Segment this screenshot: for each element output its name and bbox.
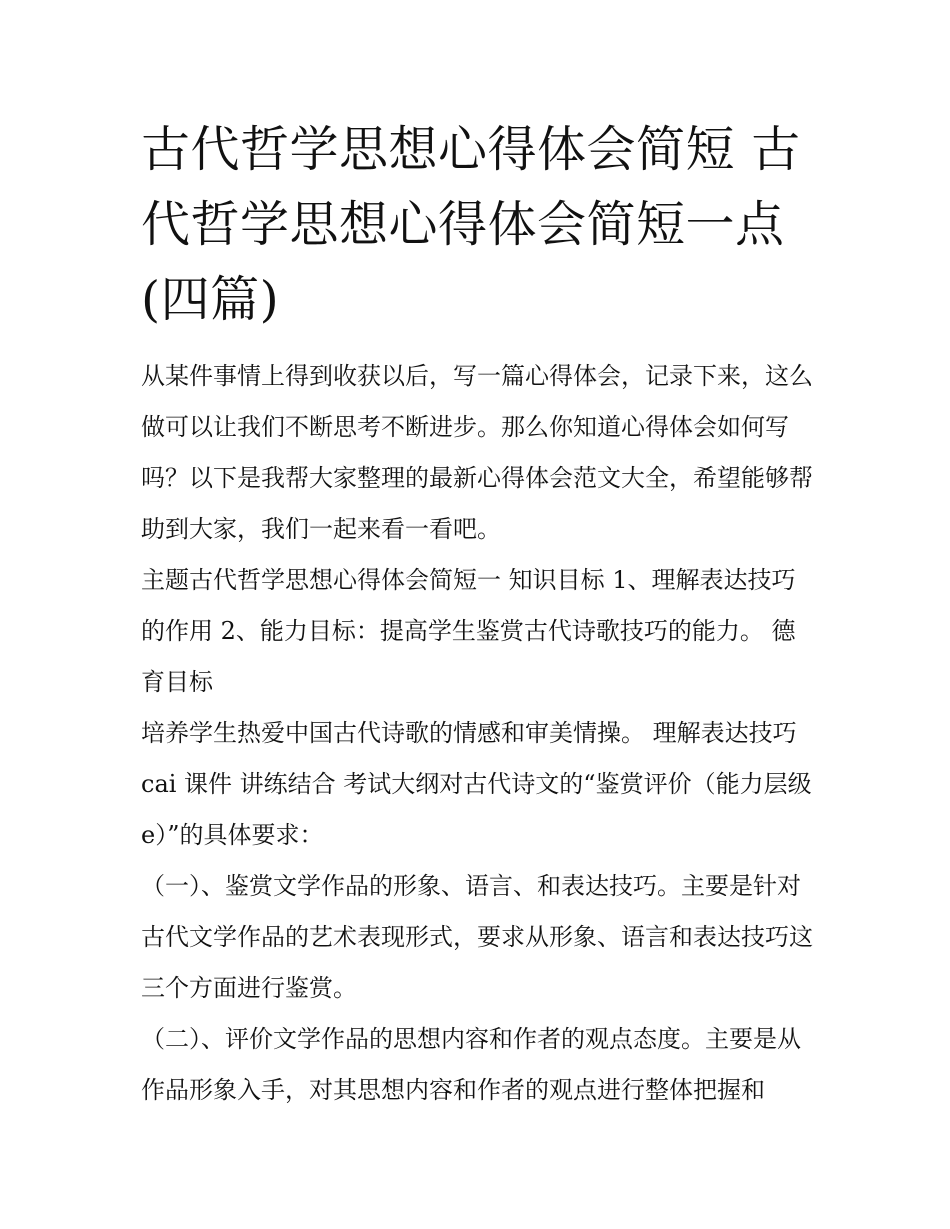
paragraph-objectives: 主题古代哲学思想心得体会简短一 知识目标 1、理解表达技巧的作用 2、能力目标：提高学生鉴赏古代诗歌技巧的能力。 德育目标 (141, 566, 796, 696)
document-title: 古代哲学思想心得体会简短 古代哲学思想心得体会简短一点(四篇) (141, 121, 801, 328)
paragraph-cultivation: 培养学生热爱中国古代诗歌的情感和审美情操。 理解表达技巧 cai 课件 讲练结合 考试大纲对古代诗文的“鉴赏评价（能力层级 e）”的具体要求： (141, 719, 812, 849)
document-body (141, 112, 813, 1116)
paragraph-requirement-two: （二）、评价文学作品的思想内容和作者的观点态度。主要是从作品形象入手，对其思想内容和作者的观点进行整体把握和 (141, 1025, 801, 1104)
paragraph-intro: 从某件事情上得到收获以后，写一篇心得体会，记录下来，这么做可以让我们不断思考不断进步。那么你知道心得体会如何写吗？以下是我帮大家整理的最新心得体会范文大全，希望能够帮助到大家，我们一起来看一看吧。 (141, 362, 813, 543)
paragraph-requirement-one: （一）、鉴赏文学作品的形象、语言、和表达技巧。主要是针对古代文学作品的艺术表现形式，要求从形象、语言和表达技巧这三个方面进行鉴赏。 (141, 872, 813, 1002)
